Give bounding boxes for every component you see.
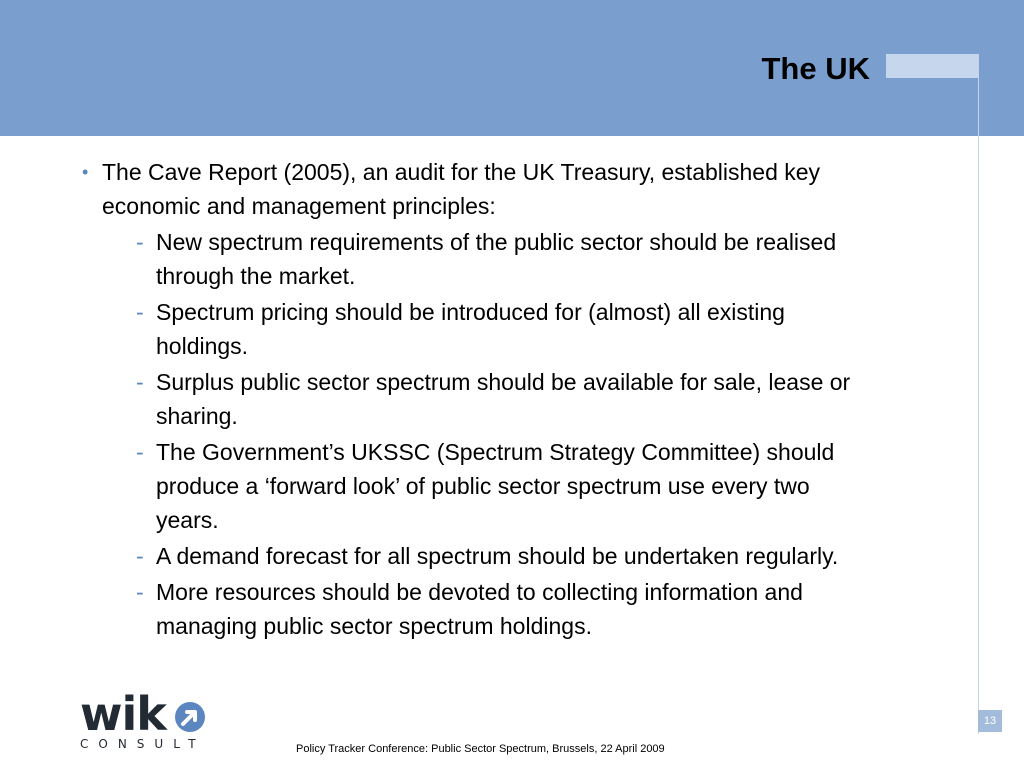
sub-bullet-text: A demand forecast for all spectrum should be undertaken regularly.	[156, 543, 839, 569]
logo-subtitle: CONSULT	[80, 737, 206, 751]
right-divider	[978, 54, 979, 734]
sub-bullet	[80, 575, 870, 643]
dash-icon: -	[136, 299, 144, 325]
wik-consult-logo	[80, 687, 220, 757]
header-accent-bar	[886, 54, 979, 78]
header-band	[0, 0, 1024, 136]
footer-text: Policy Tracker Conference: Public Sector Spectrum, Brussels, 22 April 2009	[296, 743, 665, 755]
sub-bullet	[80, 295, 870, 363]
sub-bullet	[80, 365, 870, 433]
bullet-icon: •	[82, 162, 89, 182]
main-bullet	[80, 155, 870, 223]
sub-bullet	[80, 539, 870, 573]
arrow-circle-icon	[174, 701, 206, 733]
sub-bullet	[80, 225, 870, 293]
page-number-badge: 13	[978, 710, 1002, 732]
sub-bullet	[80, 435, 870, 537]
sub-bullet-text: Surplus public sector spectrum should be available for sale, lease or sharing.	[156, 369, 851, 429]
dash-icon: -	[136, 369, 144, 395]
sub-bullet-text: New spectrum requirements of the public sector should be realised through the market.	[156, 229, 837, 289]
slide-title: The UK	[761, 51, 870, 86]
dash-icon: -	[136, 543, 144, 569]
sub-bullet-list	[80, 225, 870, 643]
sub-bullet-text: More resources should be devoted to collecting information and managing public sector spectrum holdings.	[156, 579, 803, 639]
slide-content	[80, 155, 870, 645]
logo-wordmark: wik	[80, 687, 166, 741]
main-bullet-text: The Cave Report (2005), an audit for the UK Treasury, established key economic and management principles:	[102, 159, 821, 219]
sub-bullet-text: The Government’s UKSSC (Spectrum Strategy Committee) should produce a ‘forward look’ of public sector spectrum use every two years.	[156, 439, 835, 533]
dash-icon: -	[136, 439, 144, 465]
dash-icon: -	[136, 579, 144, 605]
dash-icon: -	[136, 229, 144, 255]
sub-bullet-text: Spectrum pricing should be introduced for (almost) all existing holdings.	[156, 299, 785, 359]
